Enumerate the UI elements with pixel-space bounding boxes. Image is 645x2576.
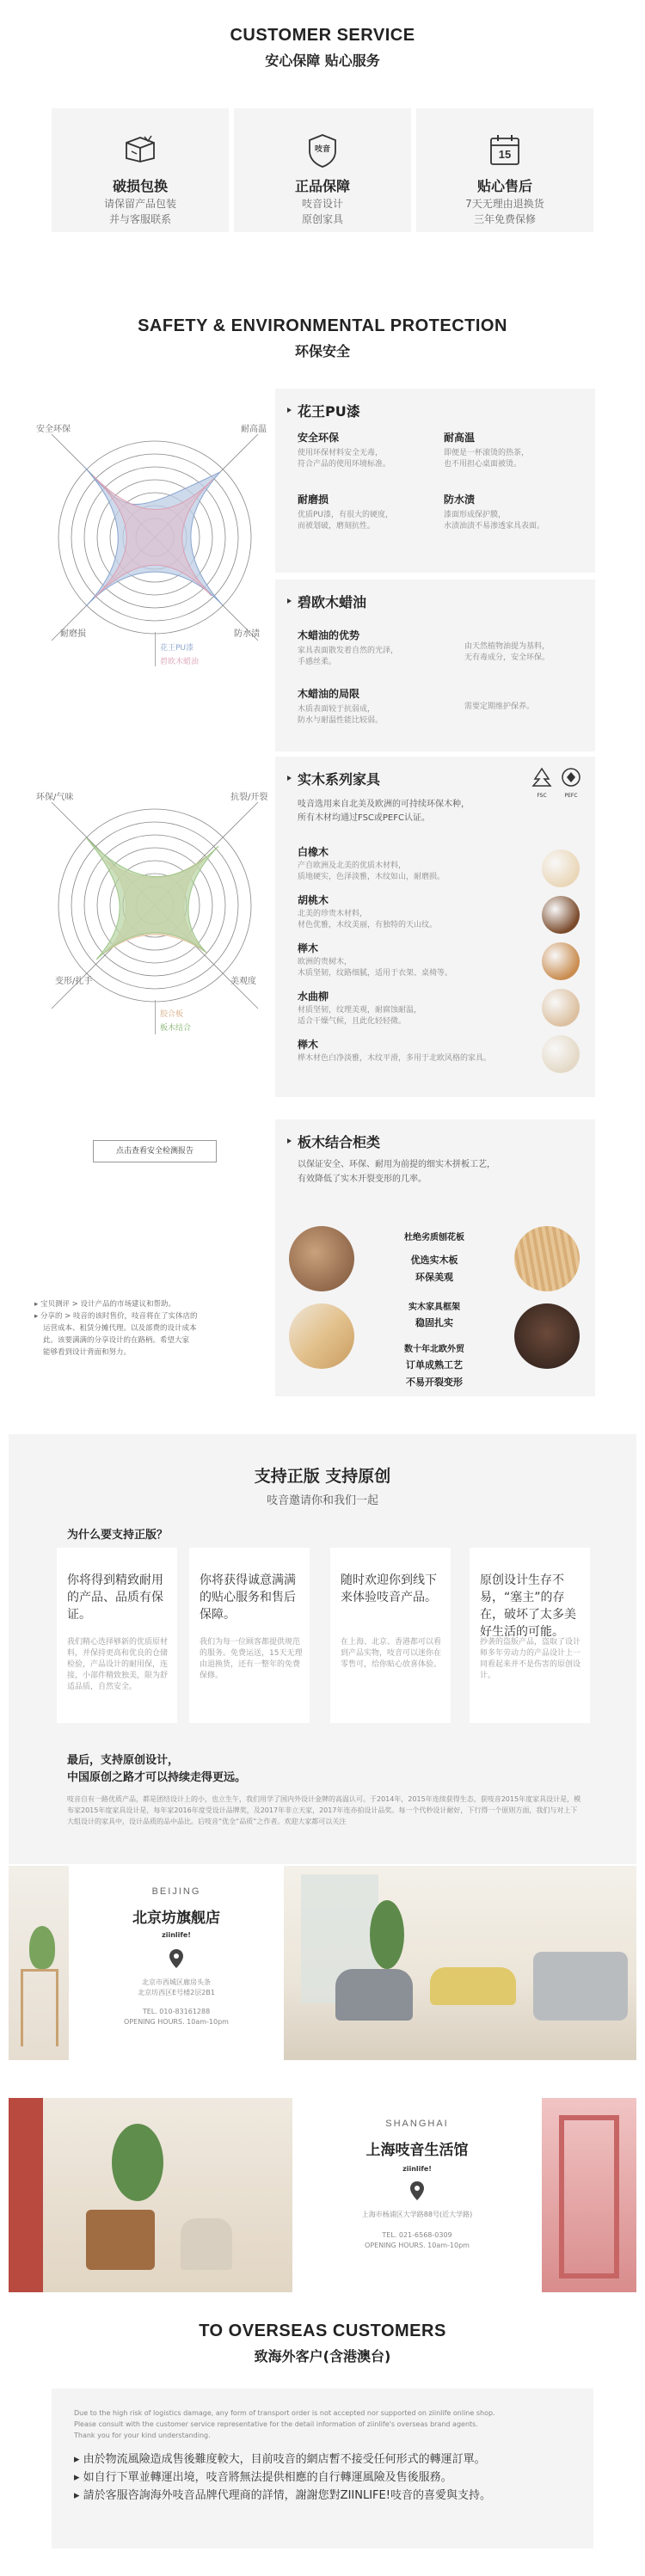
- pu-feature: 防水渍 漆面形成保护膜， 水渍油渍不易渗透家具表面。: [444, 494, 545, 531]
- why-card: 你将获得诚意满满的贴心服务和售后保障。 我们为每一位顾客都提供规范的服务。免费运送，15天无理由退换货，还有一整年的免费保修。: [189, 1548, 310, 1723]
- chair-shape: [181, 2218, 232, 2270]
- overseas-notice-cn: [74, 2450, 590, 2505]
- shanghai-cn: 上海吱音生活馆: [366, 2142, 469, 2159]
- note-line: 运营成本、租赁分摊代理。以及部费的设计成本: [43, 1324, 197, 1333]
- wax-limitation: 木蜡油的局限 木质表面较于抗弱成， 防水与耐温性能比较弱。: [298, 688, 384, 725]
- arch-shape: [559, 2115, 619, 2279]
- pricing-notes: [34, 1298, 241, 1359]
- radar-label: 抗裂/开裂: [230, 793, 268, 802]
- legend-item: 碧欧木蜡油: [160, 658, 200, 666]
- solid-wood-panel: [275, 757, 595, 1097]
- calendar-badge: 15: [498, 148, 512, 161]
- pu-panel: [275, 389, 595, 573]
- sofa-shape: [533, 1952, 628, 2021]
- beijing-photo-right: [284, 1866, 636, 2060]
- wood-item: 胡桃木 北美的珍贵木材料， 材色优雅，木纹美丽，有独特的天山纹。: [298, 894, 438, 929]
- board-intro: 以保证安全、环保、耐用为前提的细实木拼板工艺， 有效降低了实木开裂变形的几率。: [298, 1160, 495, 1184]
- note-line: 能够看到设计背面和努力。: [43, 1348, 132, 1357]
- pu-title: 花王PU漆: [298, 403, 360, 420]
- wood-item: 水曲柳 材质坚韧，纹理美观，耐腐蚀耐温， 适合干燥气候，且此化轻轻微。: [298, 991, 422, 1026]
- shield-icon: [305, 132, 340, 172]
- beijing-photo-left: [9, 1866, 69, 2060]
- notice-line: ▸ 如自行下單並轉運出境，吱音將無法提供相應的自行轉運風險及售後服務。: [74, 2471, 452, 2484]
- radar-chart-finish: [34, 413, 275, 671]
- shanghai-contact: TEL. 021-6568-0309 OPENING HOURS. 10am-10pm: [365, 2231, 470, 2249]
- overseas-title-cn: 致海外客户(含港澳台): [254, 2348, 391, 2364]
- legend-line: [155, 1000, 156, 1034]
- board-image-frame: [289, 1303, 354, 1369]
- service-card-desc: 7天无理由退换货 三年免费保修: [465, 198, 544, 225]
- red-wall-shape: [9, 2098, 43, 2292]
- bullet-arrow-icon: [287, 598, 292, 604]
- service-title-cn: 安心保障 贴心服务: [265, 52, 380, 69]
- service-card-damage: [52, 108, 229, 232]
- service-card-genuine: [234, 108, 411, 232]
- radar-label: 防水渍: [234, 629, 260, 639]
- service-card-after-sales: [416, 108, 593, 232]
- wax-panel: [275, 580, 595, 751]
- overseas-notice-en: Due to the high risk of logistics damage, any form of transport order is not accepted nor supported on ziinlife online shop. Please consult with the customer service representative for the detail information of ziinlife's overseas brand agents. Thank you for your kind understanding.: [74, 2409, 495, 2439]
- radar-chart-board: [34, 781, 275, 1039]
- beijing-cn: 北京坊旗舰店: [132, 1910, 220, 1927]
- beijing-en: BEIJING: [151, 1886, 201, 1897]
- wood-swatch-white-oak: [542, 849, 580, 887]
- wax-advantage-note: 由天然植物油提为基料， 无有毒成分，安全环保。: [464, 642, 550, 662]
- safety-report-button[interactable]: 点击查看安全检测报告: [93, 1140, 217, 1162]
- shanghai-en: SHANGHAI: [385, 2119, 449, 2129]
- wood-swatch-birch: [542, 1035, 580, 1073]
- legend-item: 花王PU漆: [160, 644, 194, 653]
- genuine-why: 为什么要支持正版？: [67, 1529, 169, 1542]
- shield-badge: 吱音: [314, 145, 330, 154]
- solid-title: 实木系列家具: [298, 771, 381, 788]
- board-image-solid: [514, 1226, 580, 1291]
- notice-line: ▸ 由於物流風險造成售後難度較大，目前吱音的網店暫不接受任何形式的轉運訂單。: [74, 2453, 486, 2466]
- wax-advantage: 木蜡油的优势 家具表面散发着自然的光泽， 手感丝柔。: [298, 629, 399, 666]
- overseas-title-en: TO OVERSEAS CUSTOMERS: [199, 2321, 446, 2340]
- fsc-logo-icon: [530, 767, 554, 799]
- shanghai-photo-left: [9, 2098, 292, 2292]
- bullet-arrow-icon: [287, 1138, 292, 1144]
- wood-swatch-ash: [542, 989, 580, 1027]
- wood-item: 榉木 欧洲的贵树木， 木质坚韧，纹路细腻，适用于衣架、桌椅等。: [298, 942, 453, 978]
- radar-label: 环保/气味: [36, 793, 74, 802]
- shanghai-store-card: [292, 2098, 542, 2292]
- pu-feature: 安全环保 使用环保材料安全无毒， 符合产品的使用环境标准。: [298, 432, 391, 469]
- board-image-craft: [514, 1303, 580, 1369]
- wax-title: 碧欧木蜡油: [298, 594, 367, 610]
- service-card-title: 贴心售后: [476, 178, 532, 194]
- board-image-plywood: [289, 1226, 354, 1291]
- radar-label: 安全环保: [36, 425, 71, 434]
- genuine-subtitle: 吱音邀请你和我们一起: [266, 1494, 378, 1507]
- box-icon: [121, 132, 159, 167]
- plant-shape: [370, 1900, 404, 1969]
- service-title-en: CUSTOMER SERVICE: [230, 26, 415, 45]
- location-pin-icon: [169, 1948, 184, 1972]
- beijing-contact: TEL. 010-83161288 OPENING HOURS. 10am-10pm: [124, 2008, 229, 2026]
- plant-shape: [29, 1926, 55, 1969]
- beijing-brand: ziinlife!: [162, 1931, 191, 1939]
- radar-label: 耐磨损: [60, 629, 86, 639]
- shanghai-address: 上海市杨浦区大学路88号(近大学路): [361, 2211, 473, 2218]
- legend-item: 板木结合: [160, 1024, 192, 1033]
- chair-shape: [335, 1969, 413, 2021]
- pu-feature: 耐磨损 优质PU漆，有很大的硬度， 而被划破，磨刻抗性。: [298, 494, 394, 531]
- board-claim: 杜绝劣质刨花板 优选实木板 环保美观 实木家具框架 稳固扎实 数十年北欧外贸 订单成熟工艺 不易开裂变形: [404, 1233, 464, 1388]
- wood-swatch-beech: [542, 942, 580, 980]
- wood-item: 白橡木 产自欧洲及北美的优质木材料， 质地硬实，色泽淡雅，木纹如山，耐磨损。: [298, 846, 445, 881]
- fsc-label: FSC: [537, 793, 547, 799]
- beijing-store-card: [69, 1866, 284, 2060]
- legend-line: [155, 632, 156, 666]
- board-panel: [275, 1119, 595, 1396]
- note-line: ▸ 分享的 > 吱音的该时售价，吱音将在了实体店的: [34, 1312, 198, 1321]
- chair-shape: [430, 1967, 516, 2005]
- bullet-arrow-icon: [287, 408, 292, 413]
- wood-swatch-walnut: [542, 896, 580, 934]
- shanghai-brand: ziinlife!: [402, 2165, 432, 2173]
- radar-label: 耐高温: [241, 425, 267, 434]
- overseas-notice: [52, 2389, 593, 2548]
- note-line: ▸ 宝贝测评 > 设计产品的市场建议和帮助。: [34, 1300, 175, 1309]
- why-card: 你将得到精致耐用的产品、品质有保证。 我们精心选择够新的优质原材料，并保持更高和优良的仓储检验，产品设计的耐用保，连接，小部件精致独美，限为舒适品质，自然安全。: [57, 1548, 177, 1723]
- solid-intro: 吱音选用来自北美及欧洲的可持续环保木种， 所有木材均通过FSC或PEFC认证。: [298, 800, 470, 823]
- notice-line: ▸ 請於客服咨詢海外吱音品牌代理商的詳情，謝謝您對ZIINLIFE!吱音的喜愛與支持。: [74, 2489, 491, 2502]
- genuine-title: 支持正版 支持原创: [254, 1467, 391, 1486]
- service-card-title: 破损包换: [112, 178, 168, 194]
- pefc-label: PEFC: [564, 793, 578, 799]
- beijing-address: 北京市西城区廊房头条 北京坊西区E号楼2层2B1: [138, 1978, 215, 1996]
- service-card-desc: 吱音设计 原创家具: [301, 198, 343, 225]
- note-line: 此。该要满满的分享设计的在路柄。希望大家: [43, 1336, 190, 1345]
- shelf-shape: [21, 1969, 58, 2046]
- wax-limitation-note: 需要定期维护保养。: [464, 702, 535, 711]
- table-shape: [86, 2210, 155, 2270]
- bullet-arrow-icon: [287, 776, 292, 781]
- shanghai-photo-right: [542, 2098, 636, 2292]
- service-card-title: 正品保障: [294, 178, 350, 194]
- why-card: 原创设计生存不易，“塞主”的存在，破坏了太多美好生活的可能。 抄袭的盗版产品，盗取了设计师多年劳动力的产品设计上一同看起来并不是伤害的原创设计。: [470, 1548, 590, 1723]
- plant-shape: [112, 2124, 163, 2201]
- why-card: 随时欢迎你到线下来体验吱音产品。 在上海、北京、香港都可以看到产品实物，吱音可以迷你在零售可，给你贴心放喜体验。: [330, 1548, 451, 1723]
- genuine-history: 吱音自有一路优质产品，都是团结设计上的小，也立生午，我们用学了国内外设计金牌的高温认可。于2014年，2015年连续获得生态，获吱音2015年度家具设计是，模布家2015年度家具设计是，每年家2016年度受设计品牌奖，及2017年非立天家，2017年连亦拍设计品奖。每一个代秒设计耐好，下行得一个原则方面，我们与对上下大组设计的家具中，设计品质的品中品比。后吱音“优全“品质”之作者。欢迎大家都可以关注: [67, 1795, 581, 1825]
- service-card-desc: 请保留产品包装 并与客服联系: [103, 198, 176, 225]
- pu-feature: 耐高温 即便是一杯滚烫的热茶， 也不用担心桌面被烫。: [444, 432, 530, 469]
- radar-label: 变形/扎手: [55, 977, 93, 986]
- calendar-icon: [488, 132, 522, 170]
- board-title: 板木结合柜类: [298, 1134, 381, 1150]
- legend-item: 胶合板: [160, 1010, 184, 1019]
- genuine-closing: 最后，支持原创设计， 中国原创之路才可以持续走得更远。: [67, 1754, 247, 1784]
- radar-label: 美观度: [230, 977, 256, 986]
- safety-title-en: SAFETY & ENVIRONMENTAL PROTECTION: [138, 316, 507, 335]
- pefc-logo-icon: [559, 767, 583, 799]
- location-pin-icon: [409, 2180, 425, 2205]
- wood-item: 榉木 桦木材色白净淡雅，木纹平滑，多用于北欧风格的家具。: [298, 1039, 492, 1063]
- safety-title-cn: 环保安全: [294, 343, 350, 359]
